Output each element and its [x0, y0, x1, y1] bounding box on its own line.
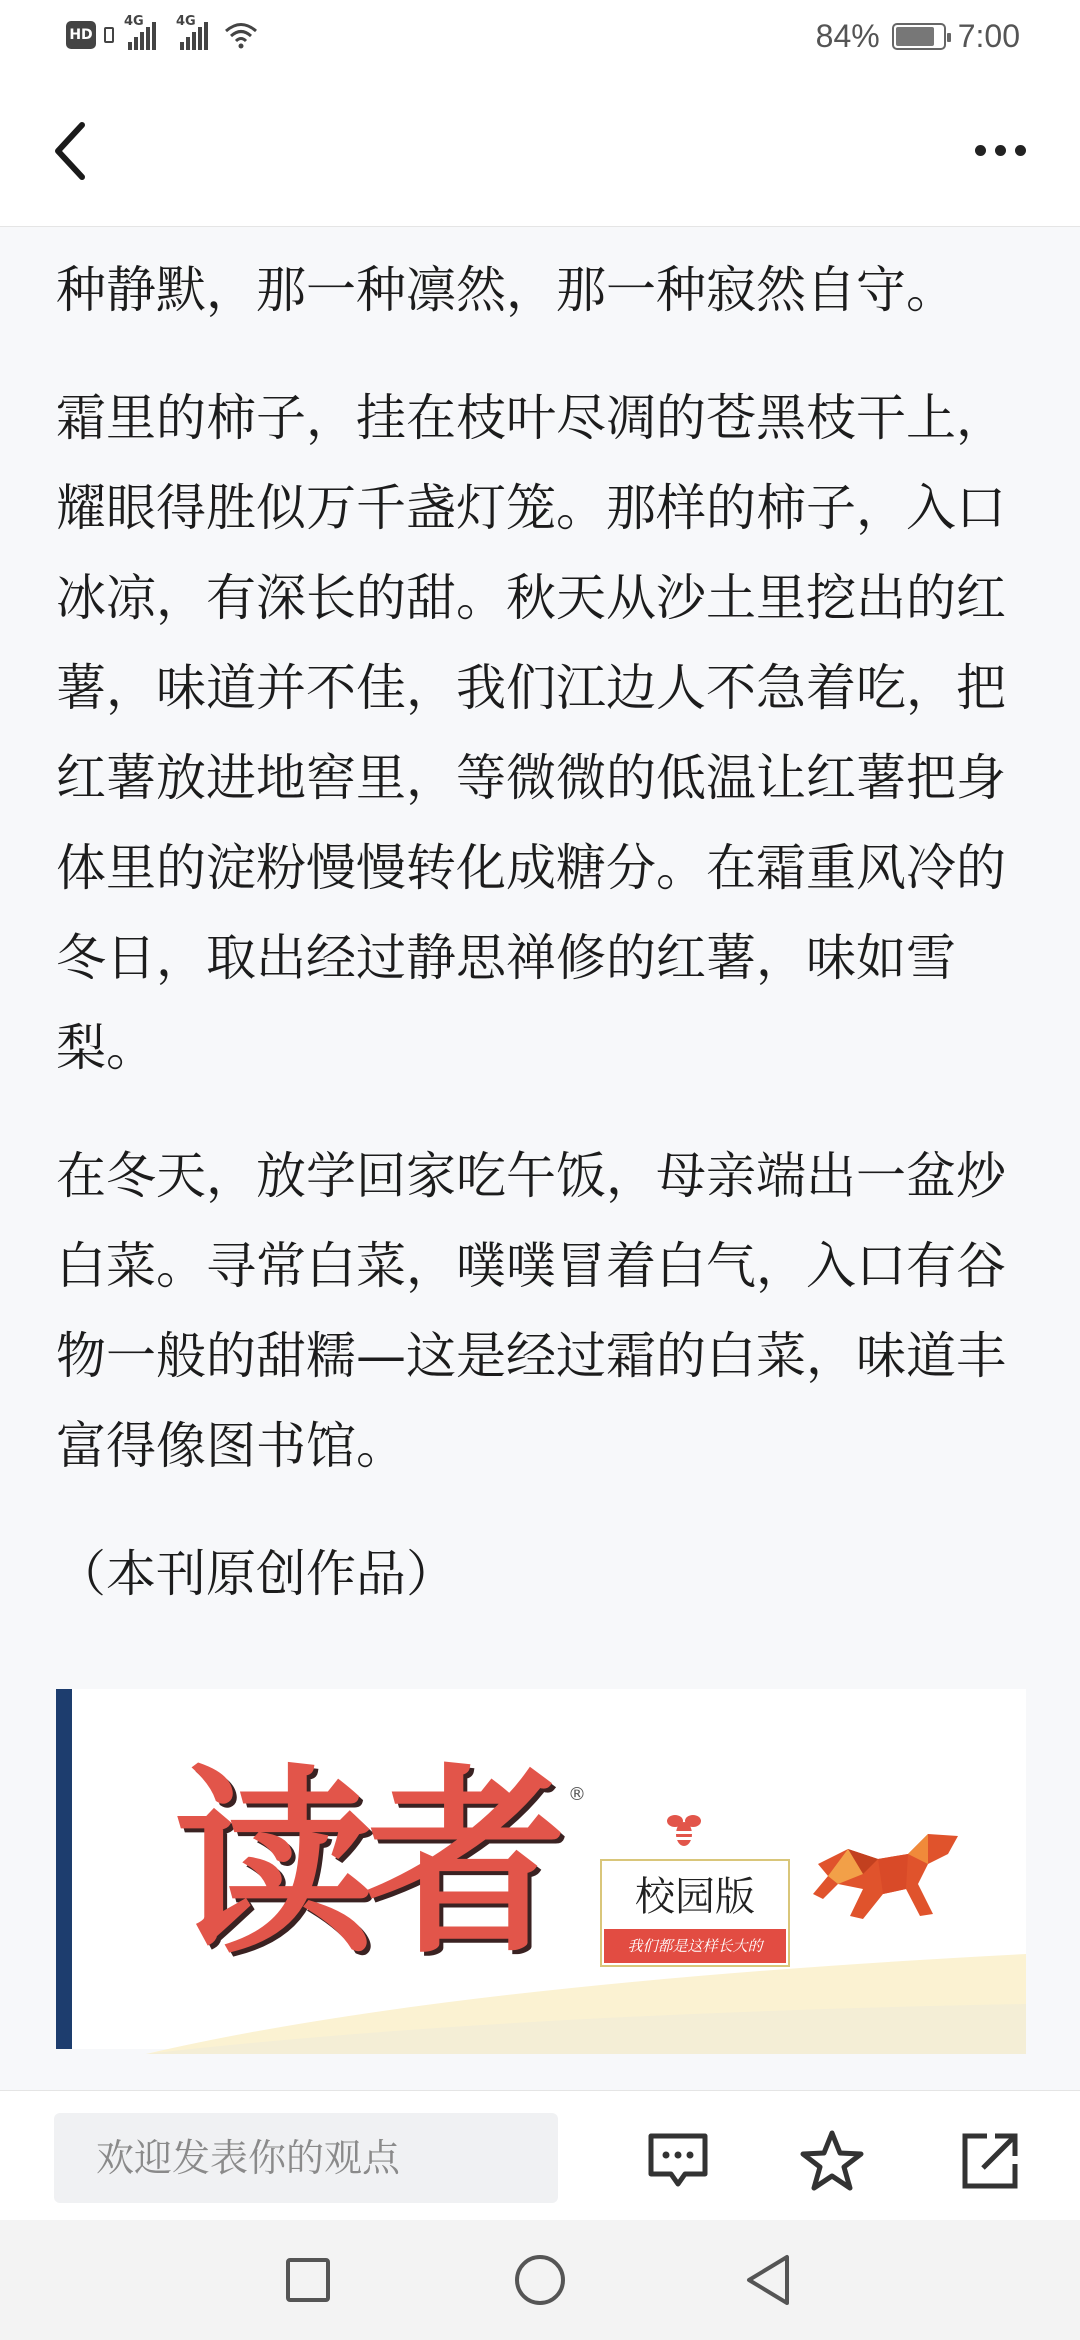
comment-bar	[0, 2090, 1080, 2220]
back-button[interactable]	[50, 111, 120, 191]
share-icon	[959, 2130, 1021, 2192]
magazine-logo: 读者	[174, 1746, 559, 1981]
sim-icon	[104, 27, 114, 43]
article-content	[0, 228, 1080, 2090]
article-body	[56, 245, 1026, 2049]
home-button[interactable]	[510, 2250, 570, 2310]
square-icon	[285, 2257, 331, 2303]
app-header	[0, 75, 1080, 227]
battery-fill	[896, 27, 935, 46]
comment-icon	[647, 2132, 709, 2190]
signal-icon-2	[176, 14, 208, 50]
article-source-note: （本刊原创作品）	[56, 1545, 456, 1603]
article-paragraph: 霜里的柿子，挂在枝叶尽凋的苍黑枝干上， 耀眼得胜似万千盏灯笼。那样的柿子，入口冰凉，有深长的甜。秋天从沙土里挖出的红薯，味道并不佳，我们江边人不急着吃，把红薯放进地窖里，等微微的低温让红薯把身体里的淀粉慢慢转化成糖分。在霜重风冷的冬日，取出经过静思禅修的红薯，味如雪梨。	[56, 389, 1006, 1077]
registered-mark: ®	[568, 1784, 586, 1805]
status-bar	[0, 0, 1080, 75]
signal-icon-1	[124, 14, 156, 50]
more-button[interactable]	[960, 115, 1040, 185]
edition-label: 校园版	[635, 1874, 755, 1920]
system-nav-bar	[0, 2220, 1080, 2340]
article-paragraph: 种静默，那一种凛然，那一种寂然自守。	[56, 261, 956, 319]
nav-back-button[interactable]	[738, 2250, 798, 2310]
bee-icon	[664, 1809, 704, 1849]
banner-edge	[56, 1689, 72, 2049]
magazine-banner[interactable]	[56, 1689, 1026, 2049]
recents-button[interactable]	[278, 2250, 338, 2310]
share-button[interactable]	[950, 2121, 1030, 2201]
signal-1-type: 4G	[124, 14, 144, 29]
status-icons-left	[66, 14, 258, 50]
edition-slogan: 我们都是这样长大的	[604, 1929, 786, 1963]
chevron-left-icon	[50, 121, 90, 181]
hd-badge: HD	[66, 21, 96, 49]
more-horizontal-icon	[975, 145, 986, 156]
comments-button[interactable]	[638, 2121, 718, 2201]
star-icon	[799, 2129, 865, 2193]
wifi-icon	[224, 21, 258, 49]
horse-icon	[808, 1824, 968, 1934]
battery-percent: 84%	[815, 18, 880, 54]
favorite-button[interactable]	[792, 2121, 872, 2201]
banner-swoosh	[146, 1934, 1026, 2054]
article-paragraph: 在冬天，放学回家吃午饭，母亲端出一盆炒白菜。寻常白菜，噗噗冒着白气，入口有谷物一般的甜糯—这是经过霜的白菜，味道丰富得像图书馆。	[56, 1147, 1006, 1475]
signal-2-type: 4G	[176, 14, 196, 29]
battery-icon	[892, 23, 946, 50]
triangle-back-icon	[743, 2253, 793, 2307]
circle-icon	[513, 2253, 567, 2307]
clock: 7:00	[957, 18, 1020, 54]
status-icons-right	[816, 18, 1020, 55]
comment-input[interactable]: 欢迎发表你的观点	[54, 2113, 558, 2203]
